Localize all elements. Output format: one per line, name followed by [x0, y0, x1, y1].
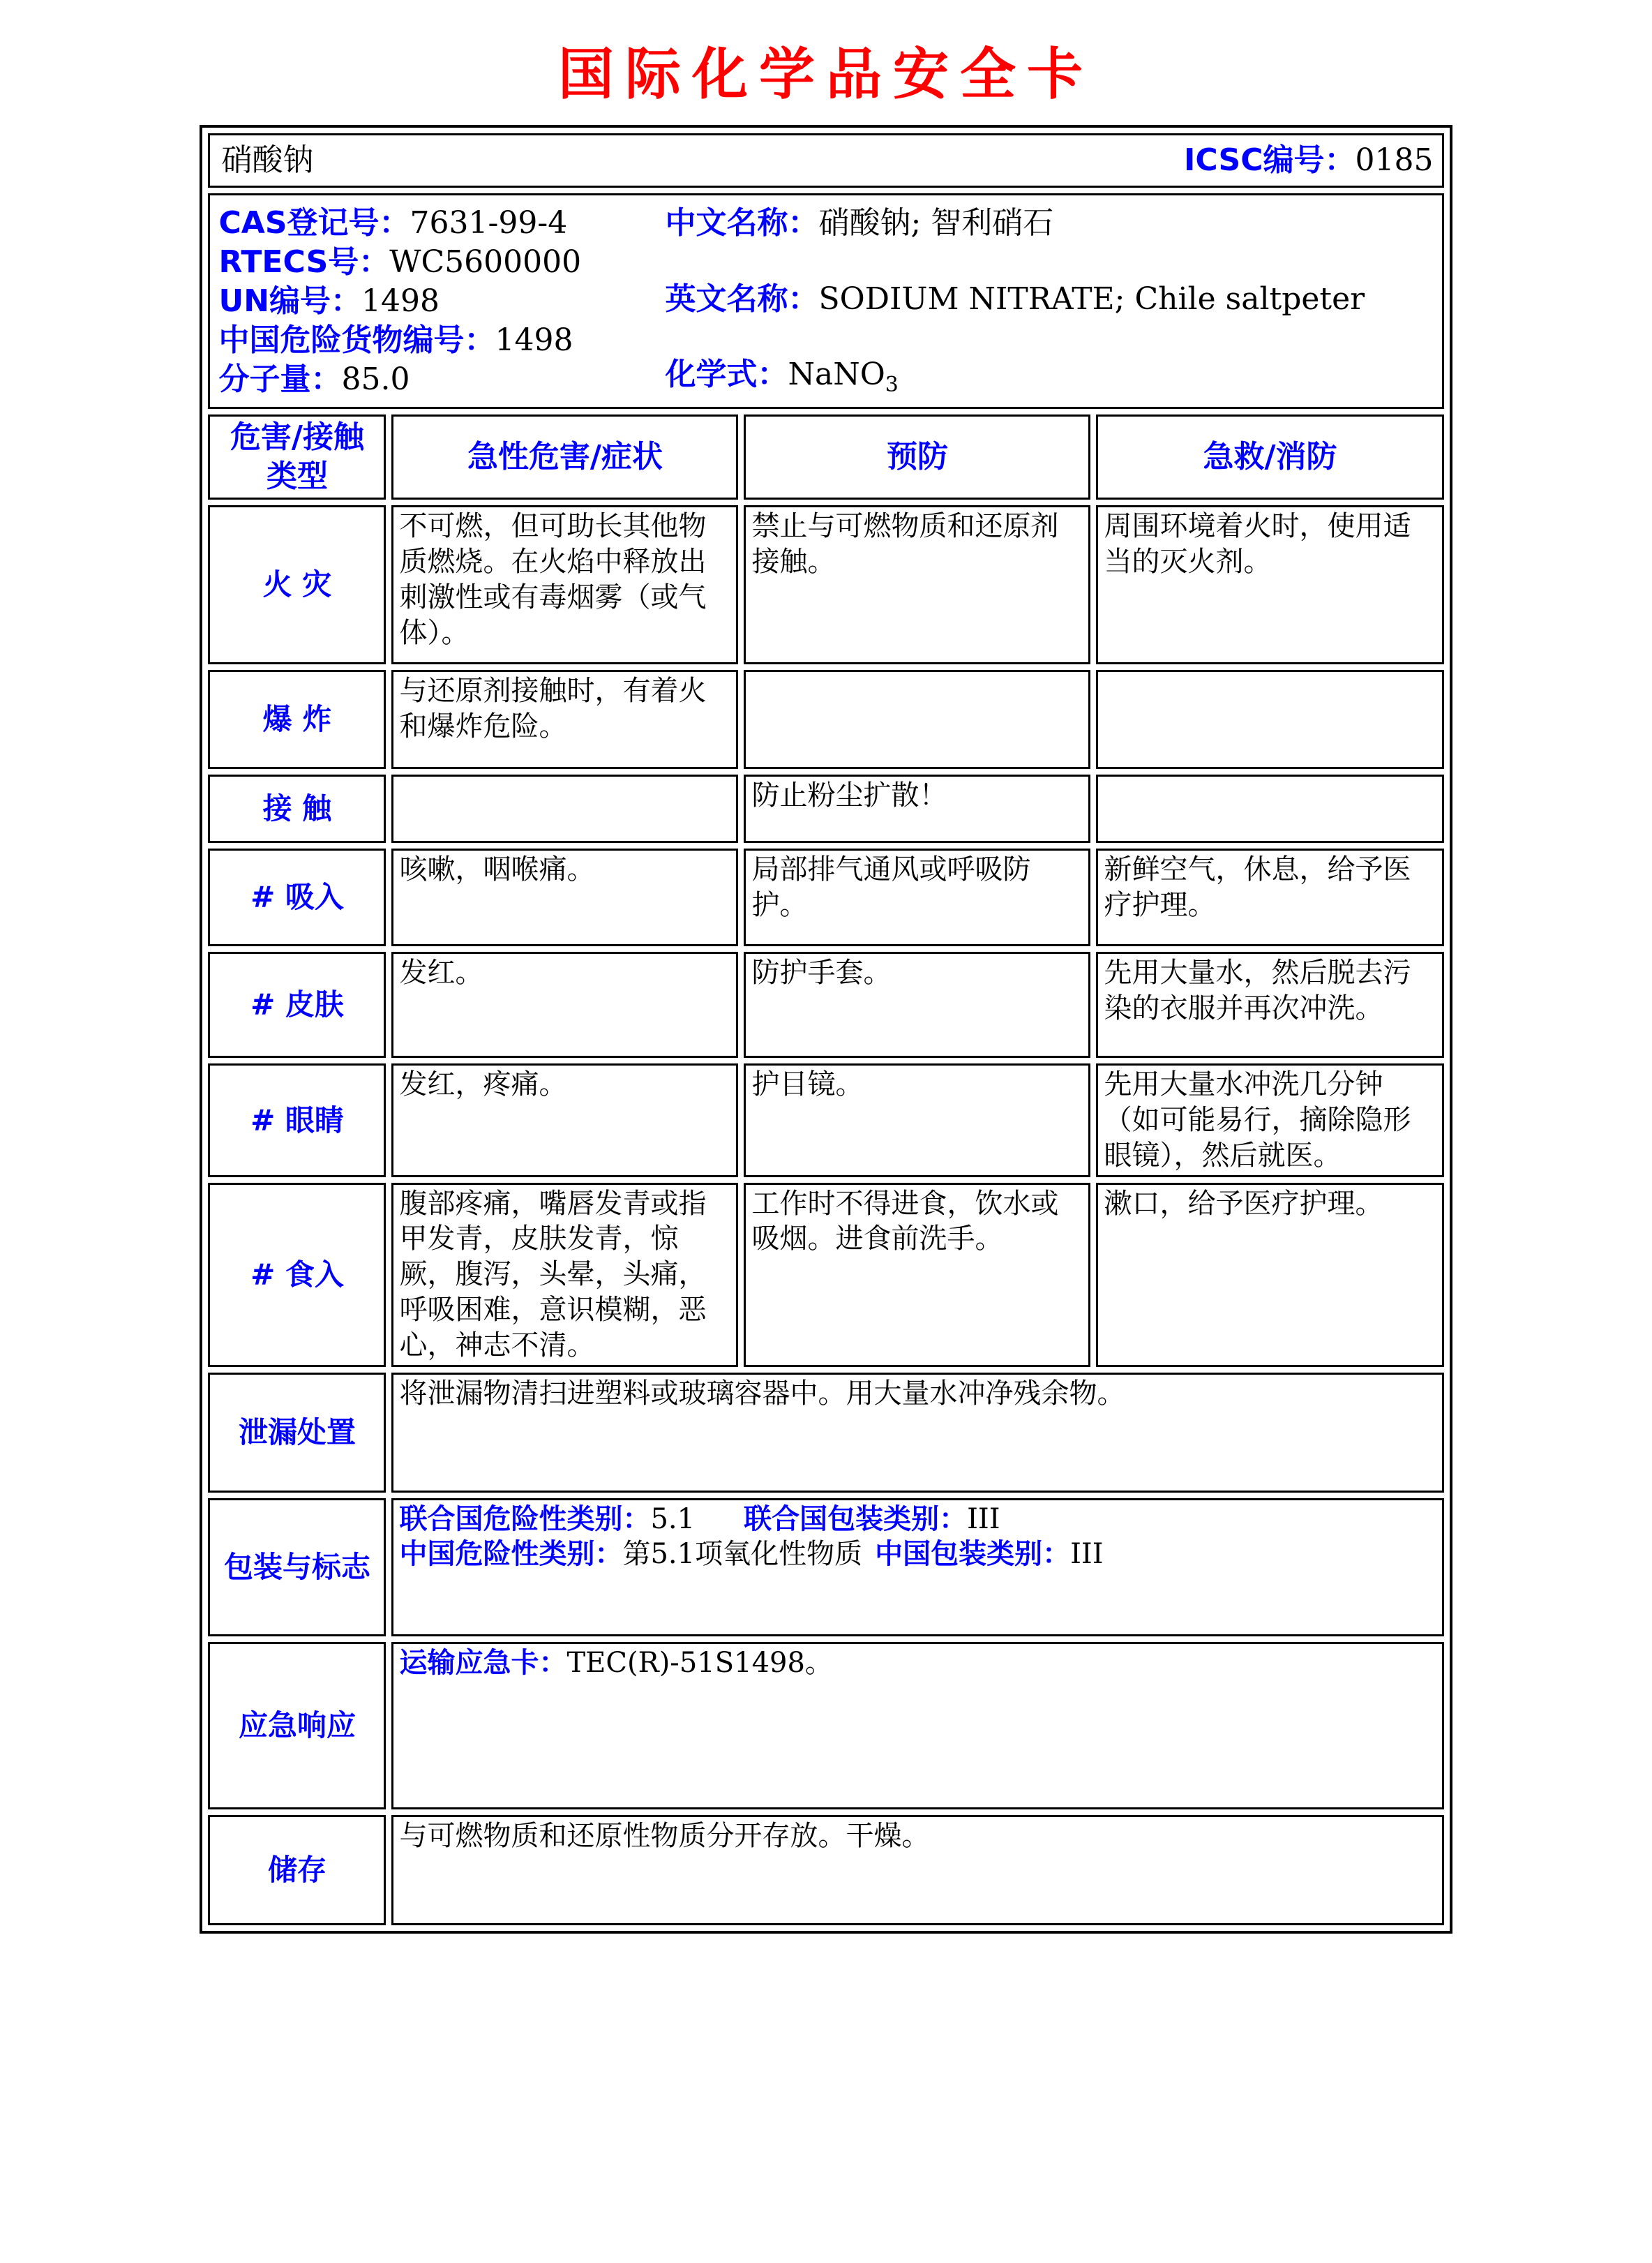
- molecular-weight-label: 分子量：: [218, 361, 342, 397]
- icsc-card-table: [200, 125, 1452, 1934]
- storage-cell: 与可燃物质和还原性物质分开存放。干燥。: [391, 1815, 1443, 1925]
- cas-number-line: [218, 204, 665, 243]
- table-row-emergency-response: [208, 1642, 1443, 1809]
- row-label-eyes: # 眼睛: [208, 1063, 386, 1177]
- row-label-inhalation: # 吸入: [208, 849, 386, 946]
- column-header-response: 急救/消防: [1096, 414, 1443, 500]
- chinese-name-label: 中文名称：: [665, 205, 819, 241]
- fire-response-cell: 周围环境着火时，使用适当的灭火剂。: [1096, 505, 1443, 664]
- table-row-eyes: [208, 1063, 1443, 1177]
- eyes-prevention-cell: 护目镜。: [744, 1063, 1090, 1177]
- un-hazard-class-value: 5.1: [650, 1502, 696, 1535]
- table-row-skin: [208, 952, 1443, 1058]
- identifiers-left-column: [218, 204, 665, 398]
- column-header-symptoms: 急性危害/症状: [391, 414, 738, 500]
- fire-symptoms-cell: 不可燃，但可助长其他物质燃烧。在火焰中释放出刺激性或有毒烟雾（或气体）。: [391, 505, 738, 664]
- row-label-packaging: 包装与标志: [208, 1498, 386, 1636]
- cn-pack-group-label: 中国包装类别：: [875, 1538, 1071, 1571]
- name-row: [208, 133, 1443, 188]
- molecular-weight-line: [218, 360, 665, 399]
- table-row-explosion: [208, 670, 1443, 769]
- un-label: UN编号：: [218, 283, 362, 319]
- un-classification-line: [399, 1502, 1436, 1537]
- table-row-storage: [208, 1815, 1443, 1925]
- skin-prevention-cell: 防护手套。: [744, 952, 1090, 1058]
- row-label-ingestion: # 食入: [208, 1183, 386, 1367]
- un-pack-group-value: III: [967, 1502, 1000, 1535]
- row-label-spill-disposal: 泄漏处置: [208, 1373, 386, 1493]
- row-label-fire: 火 灾: [208, 505, 386, 664]
- cas-value: 7631-99-4: [410, 205, 568, 241]
- transport-card-value: TEC(R)-51S1498。: [566, 1646, 833, 1679]
- row-label-contact: 接 触: [208, 775, 386, 843]
- table-row-packaging: [208, 1498, 1443, 1636]
- skin-symptoms-cell: 发红。: [391, 952, 738, 1058]
- chinese-name-line: [665, 204, 1433, 243]
- rtecs-number-line: [218, 243, 665, 282]
- formula-line: [665, 355, 1433, 398]
- column-header-prevention: 预防: [744, 414, 1090, 500]
- chinese-name-value: 硝酸钠; 智利硝石: [818, 205, 1054, 241]
- formula-label: 化学式：: [665, 357, 788, 393]
- hazard-table-header-row: [208, 414, 1443, 500]
- contact-response-cell: [1096, 775, 1443, 843]
- ingestion-symptoms-cell: 腹部疼痛，嘴唇发青或指甲发青，皮肤发青，惊厥，腹泻，头晕，头痛，呼吸困难，意识模糊，恶心，神志不清。: [391, 1183, 738, 1367]
- contact-symptoms-cell: [391, 775, 738, 843]
- names-right-column: [665, 204, 1433, 398]
- rtecs-value: WC5600000: [389, 244, 582, 280]
- table-row-fire: [208, 505, 1443, 664]
- emergency-response-cell: [391, 1642, 1443, 1809]
- page-title: 国际化学品安全卡: [558, 41, 1094, 107]
- table-row-contact: [208, 775, 1443, 843]
- ingestion-response-cell: 漱口，给予医疗护理。: [1096, 1183, 1443, 1367]
- substance-name: 硝酸钠: [221, 142, 314, 179]
- explosion-response-cell: [1096, 670, 1443, 769]
- explosion-prevention-cell: [744, 670, 1090, 769]
- name-cell: [208, 133, 1443, 188]
- un-pack-group-label: 联合国包装类别：: [744, 1502, 968, 1535]
- icsc-label: ICSC编号：: [1184, 142, 1356, 179]
- cn-pack-group-value: III: [1070, 1538, 1104, 1571]
- china-dg-label: 中国危险货物编号：: [218, 322, 495, 358]
- china-dg-number-line: [218, 321, 665, 360]
- cn-classification-line: [399, 1537, 1436, 1572]
- skin-response-cell: 先用大量水，然后脱去污染的衣服并再次冲洗。: [1096, 952, 1443, 1058]
- table-row-ingestion: [208, 1183, 1443, 1367]
- molecular-weight-value: 85.0: [341, 361, 410, 397]
- explosion-symptoms-cell: 与还原剂接触时，有着火和爆炸危险。: [391, 670, 738, 769]
- english-name-line: [665, 280, 1433, 319]
- row-label-skin: # 皮肤: [208, 952, 386, 1058]
- fire-prevention-cell: 禁止与可燃物质和还原剂接触。: [744, 505, 1090, 664]
- icsc-number: 0185: [1355, 142, 1434, 179]
- cn-hazard-class-label: 中国危险性类别：: [399, 1538, 623, 1571]
- formula-subscript: 3: [885, 373, 899, 398]
- contact-prevention-cell: 防止粉尘扩散！: [744, 775, 1090, 843]
- row-label-storage: 储存: [208, 1815, 386, 1925]
- inhalation-symptoms-cell: 咳嗽，咽喉痛。: [391, 849, 738, 946]
- formula-value: NaNO: [788, 357, 885, 393]
- un-number-line: [218, 282, 665, 321]
- un-hazard-class-label: 联合国危险性类别：: [399, 1502, 651, 1535]
- rtecs-label: RTECS号：: [218, 244, 390, 280]
- icsc-number-group: [1184, 141, 1436, 180]
- un-value: 1498: [361, 283, 440, 319]
- table-row-inhalation: [208, 849, 1443, 946]
- identification-row: [208, 193, 1443, 409]
- inhalation-prevention-cell: 局部排气通风或呼吸防护。: [744, 849, 1090, 946]
- english-name-label: 英文名称：: [665, 281, 819, 317]
- eyes-symptoms-cell: 发红，疼痛。: [391, 1063, 738, 1177]
- spill-disposal-cell: 将泄漏物清扫进塑料或玻璃容器中。用大量水冲净残余物。: [391, 1373, 1443, 1493]
- packaging-cell: [391, 1498, 1443, 1636]
- row-label-emergency-response: 应急响应: [208, 1642, 386, 1809]
- ingestion-prevention-cell: 工作时不得进食，饮水或吸烟。进食前洗手。: [744, 1183, 1090, 1367]
- english-name-value: SODIUM NITRATE; Chile saltpeter: [818, 281, 1365, 317]
- column-header-hazard-type: 危害/接触类型: [208, 414, 386, 500]
- cn-hazard-class-value: 第5.1项氧化性物质: [622, 1538, 863, 1571]
- table-row-spill-disposal: [208, 1373, 1443, 1493]
- transport-card-label: 运输应急卡：: [399, 1646, 567, 1679]
- china-dg-value: 1498: [495, 322, 573, 358]
- eyes-response-cell: 先用大量水冲洗几分钟（如可能易行，摘除隐形眼镜），然后就医。: [1096, 1063, 1443, 1177]
- row-label-explosion: 爆 炸: [208, 670, 386, 769]
- identification-cell: [208, 193, 1443, 409]
- cas-label: CAS登记号：: [218, 205, 410, 241]
- inhalation-response-cell: 新鲜空气，休息，给予医疗护理。: [1096, 849, 1443, 946]
